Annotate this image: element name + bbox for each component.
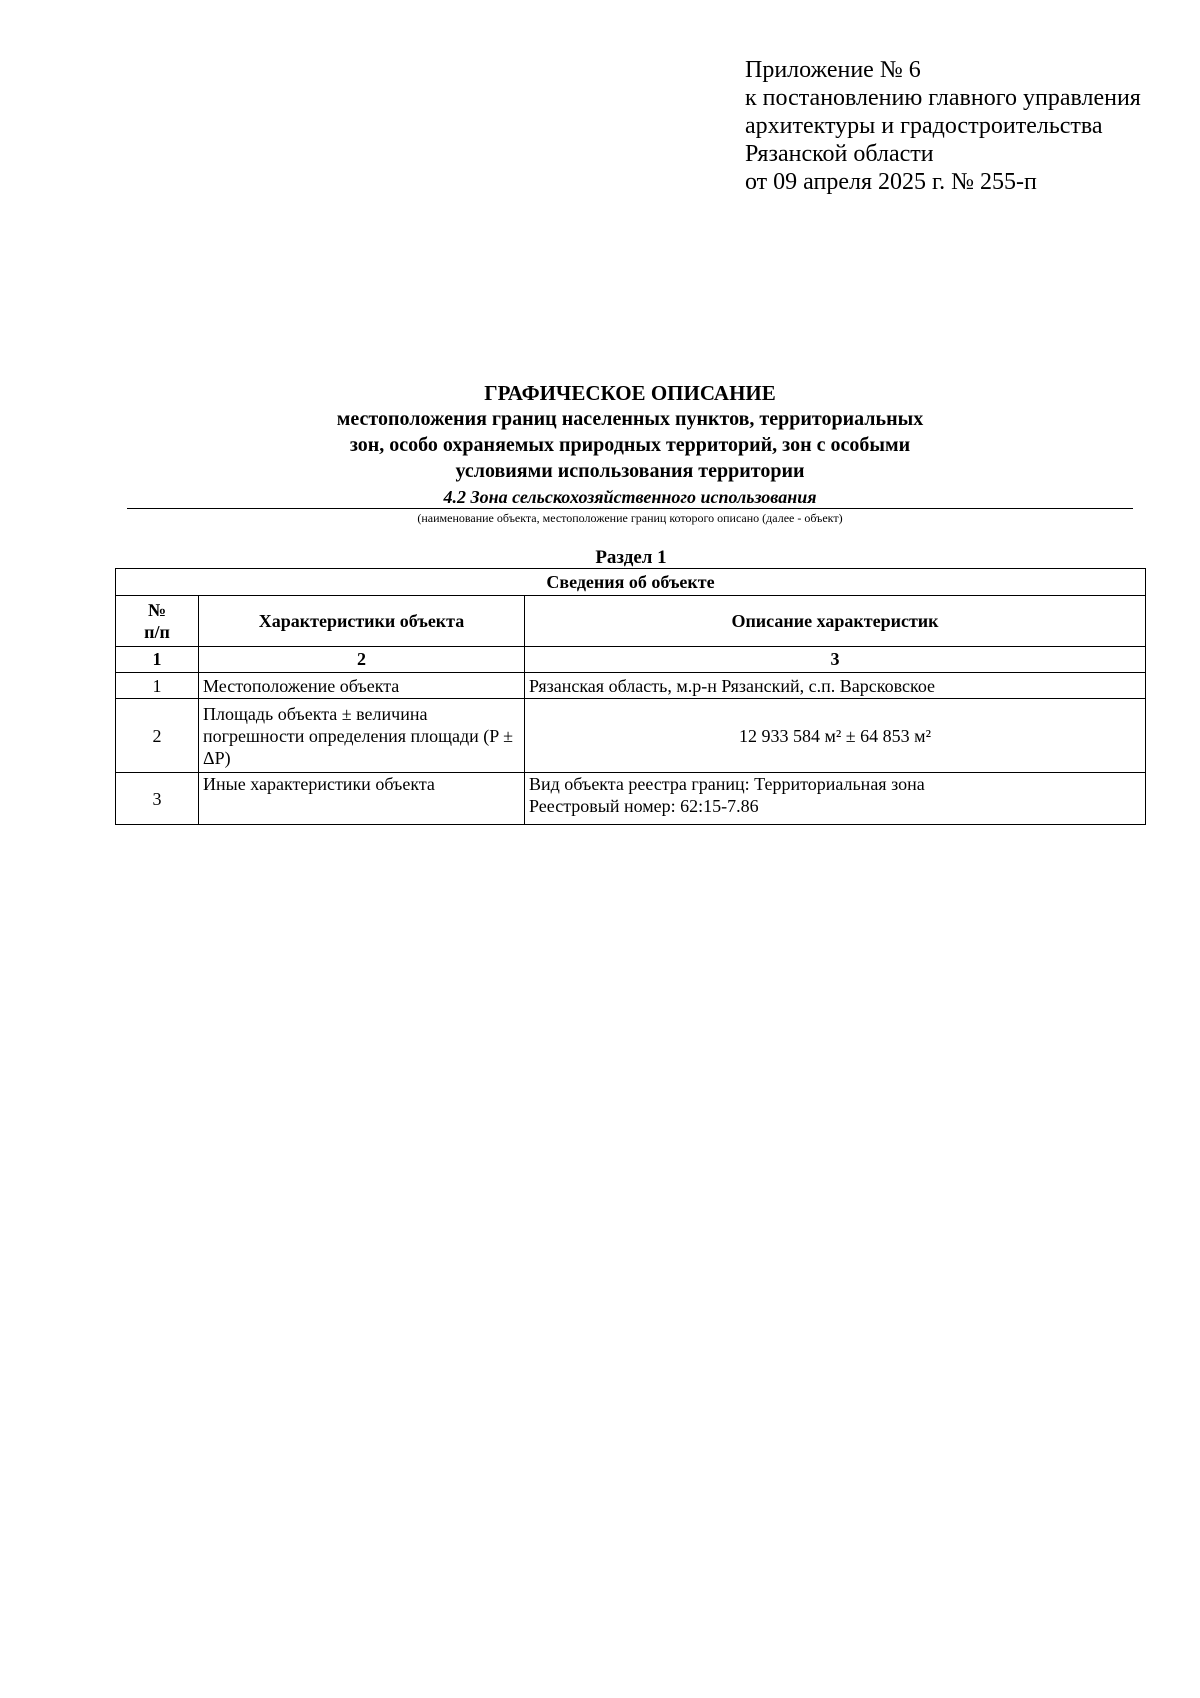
appendix-line: от 09 апреля 2025 г. № 255-п: [745, 169, 1037, 195]
table-caption: Сведения об объекте: [116, 569, 1146, 596]
document-subtitle-line: условиями использования территории: [455, 460, 805, 482]
appendix-line: архитектуры и градостроительства: [745, 113, 1103, 139]
table-row: [116, 699, 1146, 773]
appendix-block: [745, 56, 1141, 196]
appendix-line: к постановлению главного управления: [745, 85, 1141, 111]
object-name-underline: [127, 508, 1133, 509]
column-header-number-line: №: [147, 600, 167, 620]
row-description: 12 933 584 м² ± 64 853 м²: [525, 699, 1146, 773]
column-index-row: [116, 647, 1146, 673]
row-description: Рязанская область, м.р-н Рязанский, с.п. Варсковское: [525, 673, 1146, 699]
row-description-line: Вид объекта реестра границ: Территориальная зона: [529, 774, 925, 794]
table-header-row: [116, 596, 1146, 647]
row-characteristic: Иные характеристики объекта: [199, 773, 525, 825]
document-title-block: [127, 380, 1133, 526]
document-title: ГРАФИЧЕСКОЕ ОПИСАНИЕ: [484, 381, 776, 405]
section-title: Раздел 1: [595, 547, 667, 568]
row-number: 3: [116, 773, 199, 825]
column-header-description: Описание характеристик: [525, 596, 1146, 647]
column-index: 2: [199, 647, 525, 673]
document-subtitle-line: местоположения границ населенных пунктов, территориальных: [336, 408, 924, 430]
column-header-characteristic: Характеристики объекта: [199, 596, 525, 647]
row-characteristic: Местоположение объекта: [199, 673, 525, 699]
row-characteristic: Площадь объекта ± величина погрешности определения площади (P ± ΔP): [199, 699, 525, 773]
appendix-line: Рязанской области: [745, 141, 934, 167]
column-header-number: [116, 596, 199, 647]
column-header-number-line: п/п: [144, 622, 170, 642]
object-caption: (наименование объекта, местоположение границ которого описано (далее - объект): [417, 511, 843, 525]
row-description-line: Реестровый номер: 62:15-7.86: [529, 796, 759, 816]
column-index: 1: [116, 647, 199, 673]
row-number: 1: [116, 673, 199, 699]
table-caption-row: [116, 569, 1146, 596]
column-index: 3: [525, 647, 1146, 673]
row-number: 2: [116, 699, 199, 773]
document-subtitle-line: зон, особо охраняемых природных территорий, зон с особыми: [349, 434, 911, 456]
object-info-table: [115, 568, 1146, 825]
table-row: [116, 673, 1146, 699]
object-name: 4.2 Зона сельскохозяйственного использования: [443, 487, 817, 507]
table-row: [116, 773, 1146, 825]
appendix-line: Приложение № 6: [745, 57, 921, 83]
row-description: [525, 773, 1146, 825]
